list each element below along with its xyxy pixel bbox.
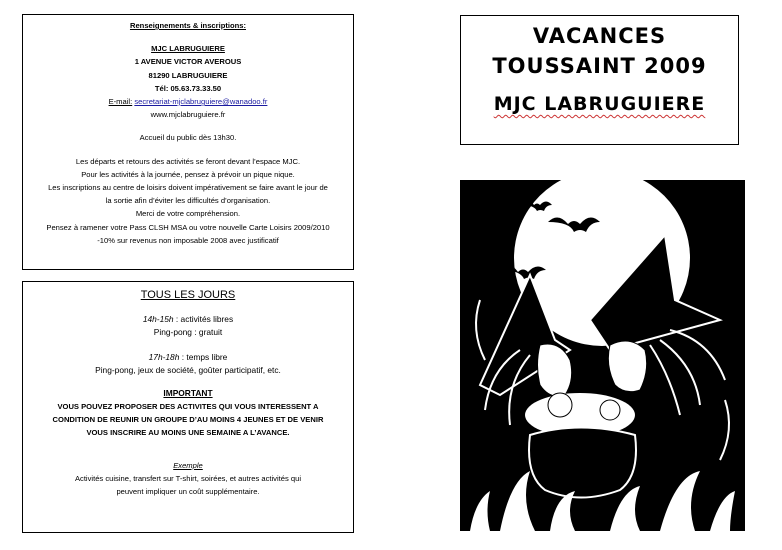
slot1-line <box>23 313 353 326</box>
info-paragraph-line: Merci de votre compréhension. <box>135 209 241 219</box>
daily-panel <box>22 281 354 533</box>
example-line: peuvent impliquer un coût supplémentaire. <box>116 487 260 496</box>
slot2-sub: Ping-pong, jeux de société, goûter participatif, etc. <box>95 365 281 375</box>
slot2-time: 17h-18h <box>148 352 180 362</box>
website-line[interactable]: www.mjclabruguiere.fr <box>150 110 226 120</box>
info-paragraph-line: Pour les activités à la journée, pensez à prévoir un pique nique. <box>81 169 295 179</box>
address-line: 1 AVENUE VICTOR AVEROUS <box>134 57 242 67</box>
email-link[interactable]: secretariat-mjclabruguiere@wanadoo.fr <box>134 97 268 107</box>
info-paragraph-line: Les inscriptions au centre de loisirs doivent impérativement se faire avant le jour de <box>48 183 328 193</box>
title-mjc: MJC LABRUGUIERE <box>493 93 706 115</box>
important-line: CONDITION DE REUNIR UN GROUPE D’AU MOINS 4 JEUNES ET DE VENIR <box>52 415 324 424</box>
opening-hours: Accueil du public dès 13h30. <box>139 133 237 143</box>
title-toussaint: TOUSSAINT 2009 <box>492 54 707 78</box>
email-line <box>23 95 353 108</box>
daily-heading: TOUS LES JOURS <box>140 289 236 301</box>
info-heading: Renseignements & inscriptions: <box>129 21 247 30</box>
important-heading: IMPORTANT <box>163 388 213 398</box>
city-line: 81290 LABRUGUIERE <box>148 70 228 80</box>
title-vacances: VACANCES <box>532 24 667 48</box>
title-panel <box>460 15 739 145</box>
witches-cauldron-illustration <box>460 180 745 531</box>
example-line: Activités cuisine, transfert sur T-shirt, soirées, et autres activités qui <box>74 474 302 483</box>
important-line: VOUS POUVEZ PROPOSER DES ACTIVITES QUI VOUS INTERESSENT A <box>57 402 319 411</box>
slot1-text: : activités libres <box>173 314 234 324</box>
info-paragraph-line: Les départs et retours des activités se feront devant l’espace MJC. <box>75 156 301 166</box>
info-paragraph-line: Pensez à ramener votre Pass CLSH MSA ou votre nouvelle Carte Loisirs 2009/2010 <box>46 222 330 232</box>
info-paragraph-line: la sortie afin d’éviter les difficultés d’organisation. <box>105 196 271 206</box>
slot1-sub: Ping-pong : gratuit <box>153 327 223 337</box>
org-name: MJC LABRUGUIERE <box>151 44 225 54</box>
important-line: VOUS INSCRIRE AU MOINS UNE SEMAINE A L’AVANCE. <box>86 428 290 437</box>
info-panel <box>22 14 354 270</box>
slot2-line <box>23 351 353 364</box>
slot1-time: 14h-15h <box>142 314 174 324</box>
example-label: Exemple <box>173 461 203 470</box>
email-label: E-mail: <box>108 97 133 107</box>
phone-line: Tél: 05.63.73.33.50 <box>154 83 222 93</box>
info-paragraph-line: -10% sur revenus non imposable 2008 avec justificatif <box>97 235 279 245</box>
slot2-text: : temps libre <box>179 352 228 362</box>
